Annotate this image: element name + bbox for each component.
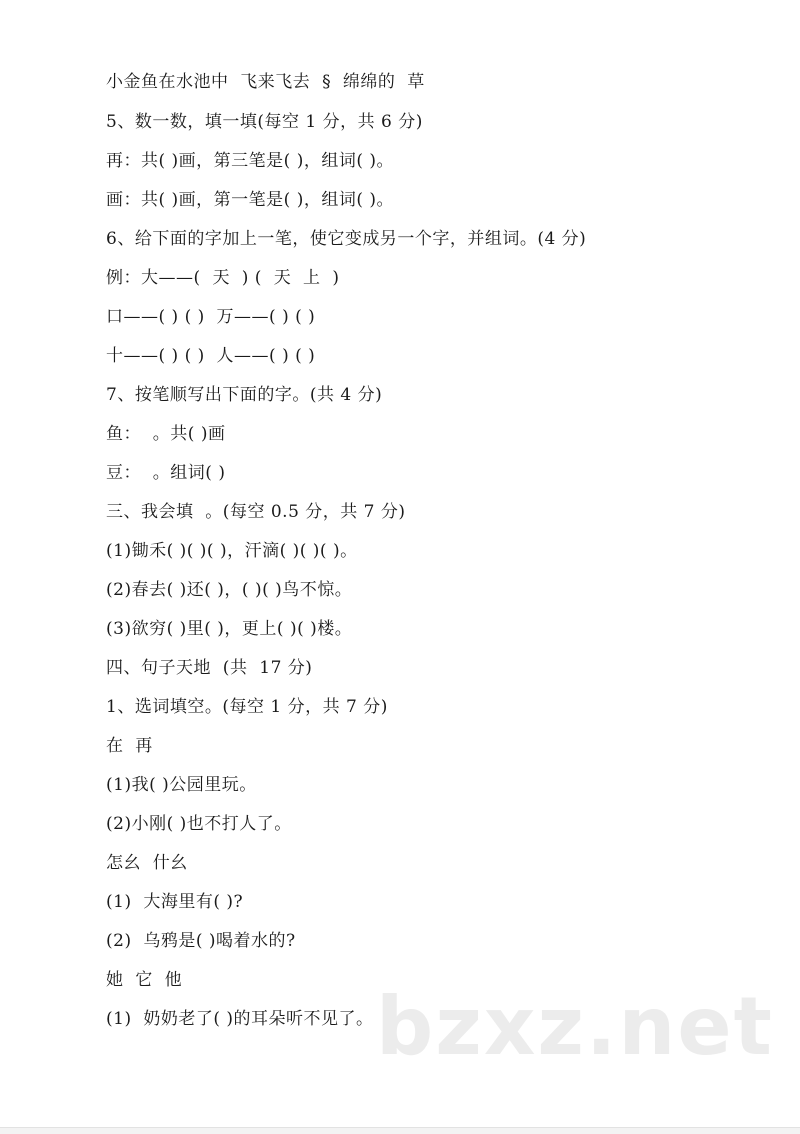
- section-3-heading: 三、我会填 。(每空 0.5 分，共 7 分): [106, 502, 406, 522]
- section-3-item-1: (1)锄禾( )( )( )，汗滴( )( )( )。: [106, 541, 358, 561]
- text-line-fill-words: 小金鱼在水池中 飞来飞去 § 绵绵的 草: [106, 72, 425, 92]
- word-choice-group-1: 在 再: [106, 736, 153, 756]
- word-choice-2-item-1: (1) 大海里有( )?: [106, 892, 244, 912]
- section-3-item-2: (2)春去( )还( )，( )( )鸟不惊。: [106, 580, 353, 600]
- question-6-example: 例：大——( 天 ) ( 天 上 ): [106, 268, 340, 288]
- question-6-item-1: 口——( ) ( ) 万——( ) ( ): [106, 307, 316, 327]
- word-choice-group-3: 她 它 他: [106, 970, 183, 990]
- question-6-heading: 6、给下面的字加上一笔，使它变成另一个字，并组词。(4 分): [106, 229, 587, 249]
- section-3-item-3: (3)欲穷( )里( )，更上( )( )楼。: [106, 619, 353, 639]
- word-choice-3-item-1: (1) 奶奶老了( )的耳朵听不见了。: [106, 1009, 374, 1029]
- word-choice-1-item-1: (1)我( )公园里玩。: [106, 775, 257, 795]
- question-7-item-2: 豆： 。组词( ): [106, 463, 226, 483]
- page-bottom-edge: [0, 1127, 800, 1134]
- section-4-heading: 四、句子天地 (共 17 分): [106, 658, 313, 678]
- question-6-item-2: 十——( ) ( ) 人——( ) ( ): [106, 346, 316, 366]
- question-7-heading: 7、按笔顺写出下面的字。(共 4 分): [106, 385, 383, 405]
- word-choice-group-2: 怎幺 什幺: [106, 853, 188, 873]
- watermark: bzxz.net: [376, 980, 774, 1073]
- word-choice-2-item-2: (2) 乌鸦是( )喝着水的?: [106, 931, 296, 951]
- question-5-heading: 5、数一数，填一填(每空 1 分，共 6 分): [106, 112, 423, 132]
- question-5-item-2: 画：共( )画，第一笔是( )，组词( )。: [106, 190, 395, 210]
- question-7-item-1: 鱼： 。共( )画: [106, 424, 226, 444]
- question-5-item-1: 再：共( )画，第三笔是( )，组词( )。: [106, 151, 395, 171]
- section-4-question-1-heading: 1、选词填空。(每空 1 分，共 7 分): [106, 697, 388, 717]
- word-choice-1-item-2: (2)小刚( )也不打人了。: [106, 814, 292, 834]
